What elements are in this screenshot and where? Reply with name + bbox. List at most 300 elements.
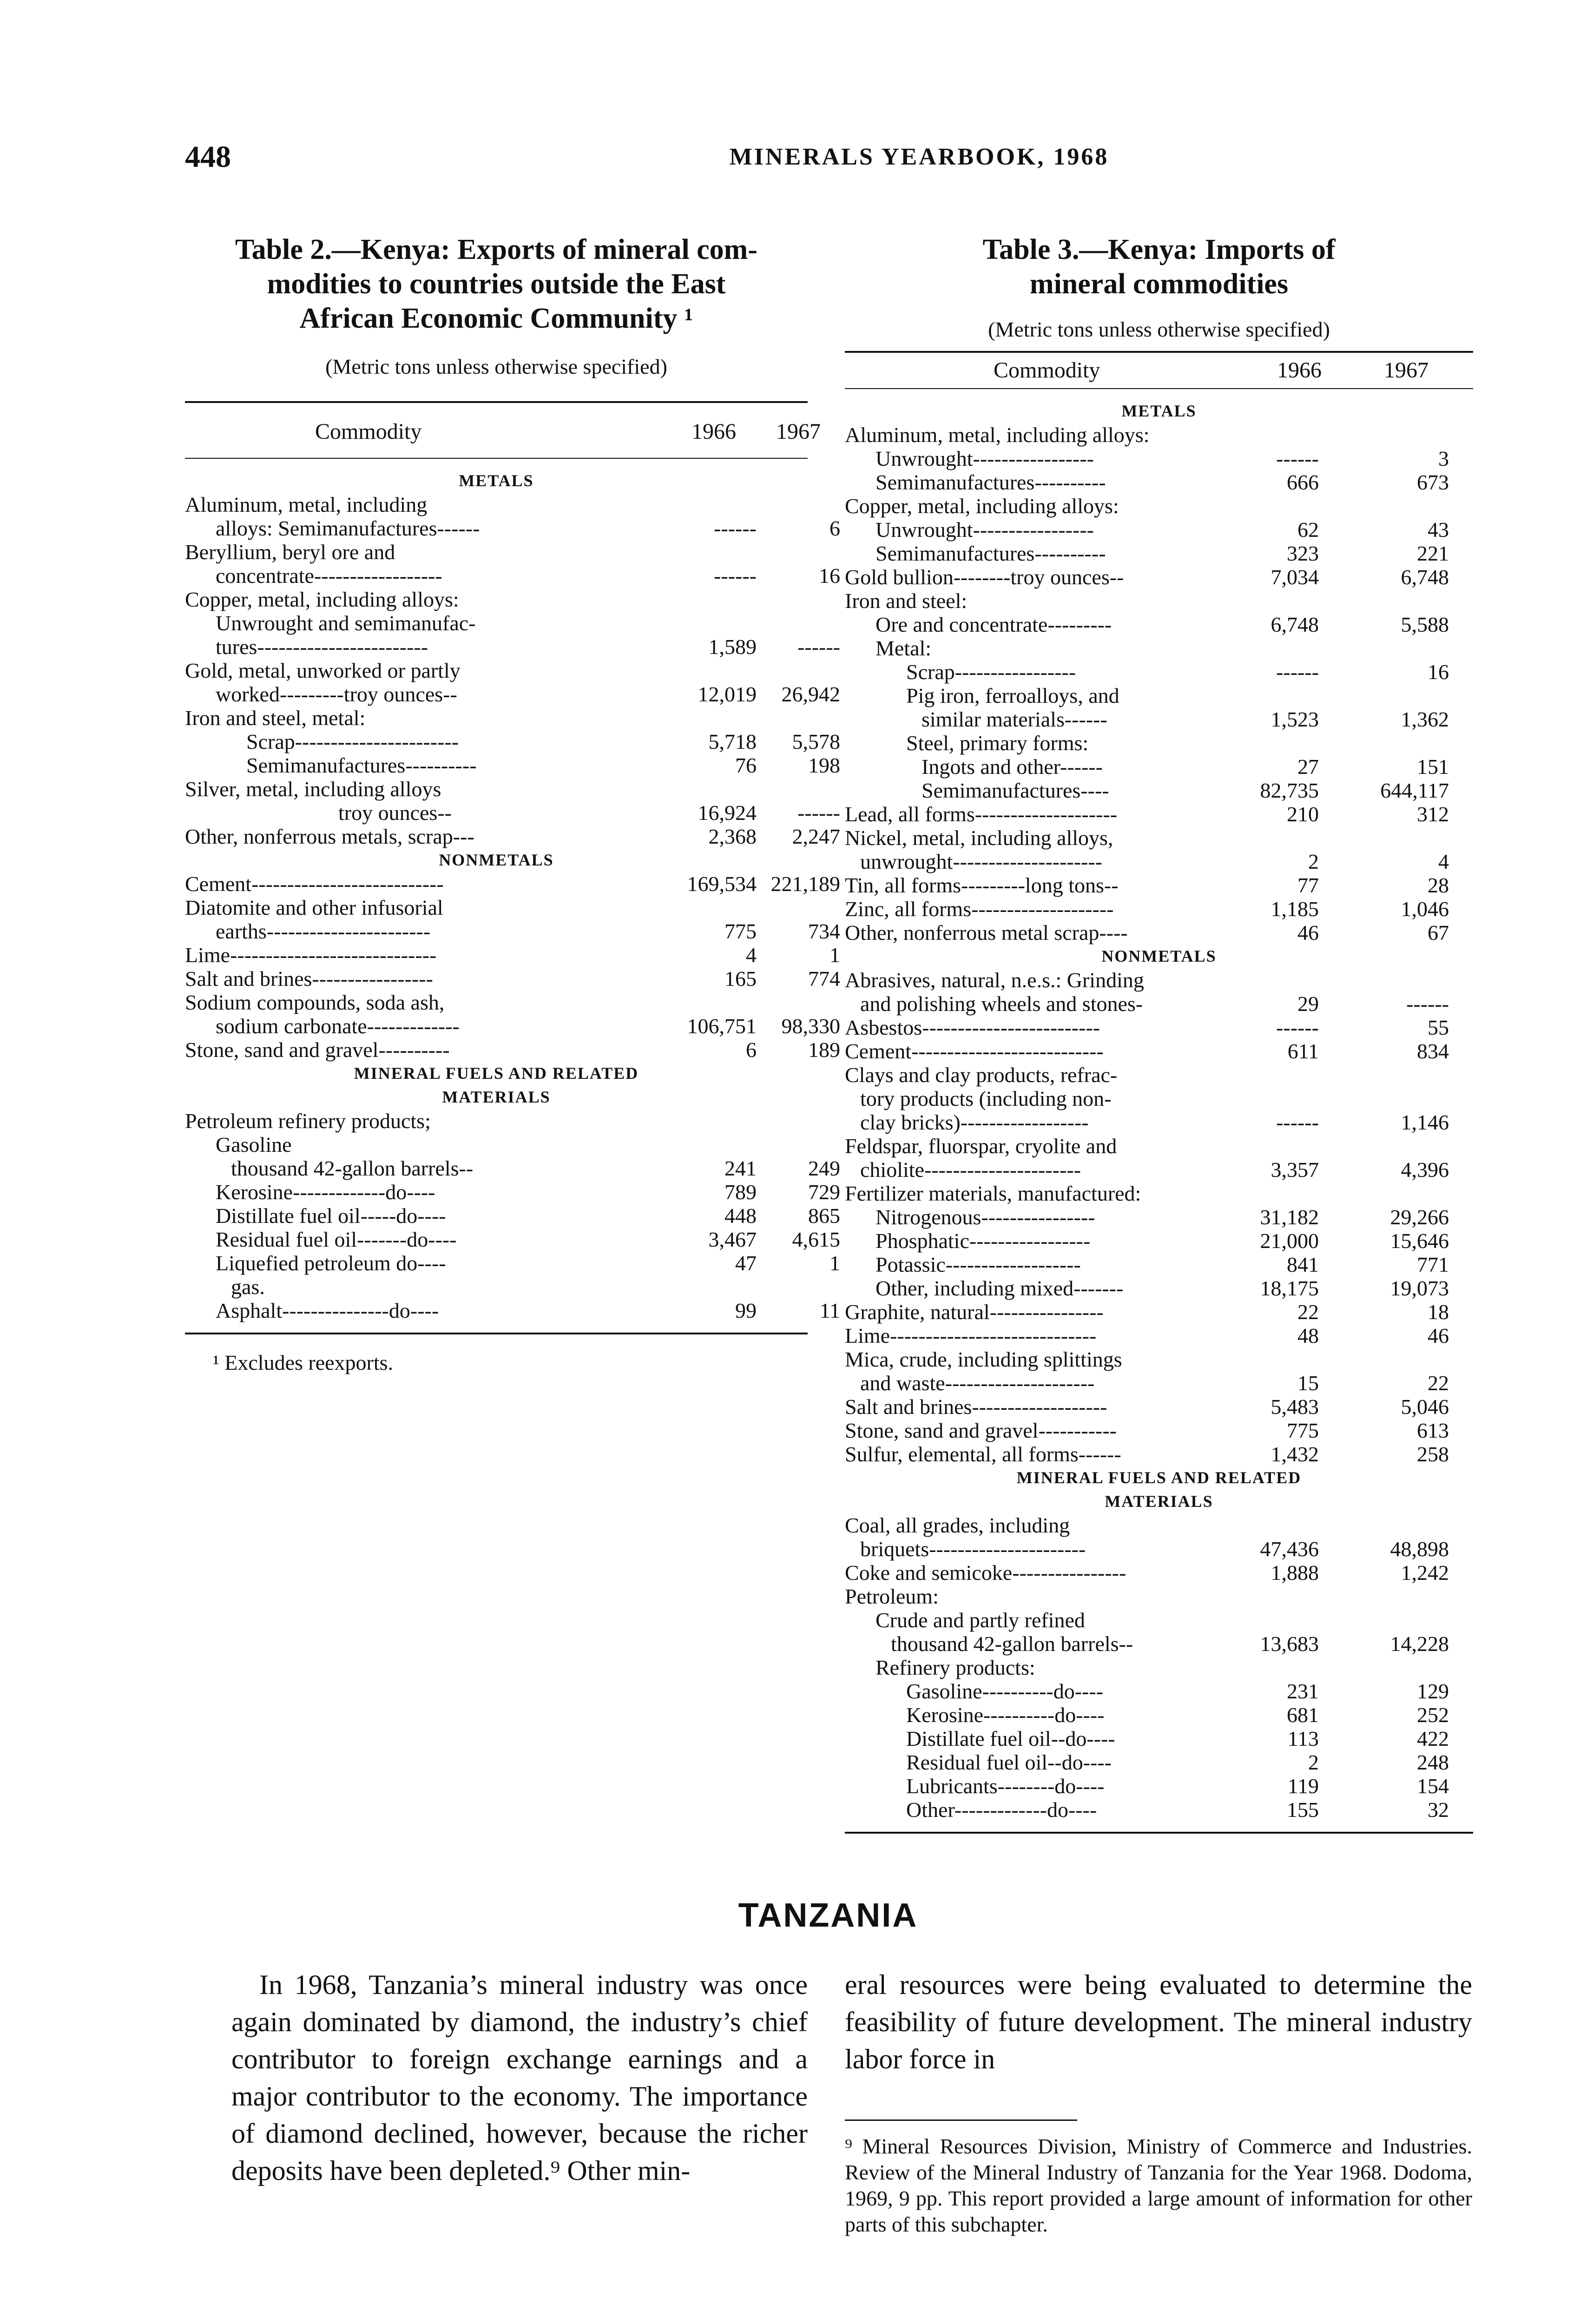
row-label: Other, nonferrous metals, scrap--- [185, 825, 474, 848]
table-row [845, 1016, 1473, 1039]
table-row [185, 990, 808, 1014]
row-label: Scrap----------------- [906, 660, 1076, 684]
caption-line: Table 2.—Kenya: Exports of mineral com- [235, 234, 757, 265]
table-row [185, 777, 808, 801]
value-1966: 119 [1287, 1774, 1319, 1798]
value-1966: 106,751 [687, 1014, 757, 1038]
row-label: Sulfur, elemental, all forms------ [845, 1442, 1121, 1466]
row-label: Liquefied petroleum do---- [216, 1251, 446, 1275]
row-label: Potassic------------------- [876, 1253, 1081, 1276]
table-row [185, 1038, 840, 1062]
table-row [845, 826, 1473, 850]
value-1967: 249 [808, 1156, 840, 1180]
value-1966: 681 [1287, 1703, 1319, 1727]
value-1967: 1 [830, 943, 840, 967]
table-row [185, 493, 808, 516]
value-1966: 1,185 [1271, 897, 1319, 921]
section-heading-row [185, 469, 808, 493]
table-row [845, 873, 1473, 897]
row-label: Kerosine----------do---- [906, 1703, 1105, 1727]
table-row [845, 921, 1473, 944]
section-heading-row [845, 944, 1473, 968]
section-heading-row [185, 1085, 808, 1109]
table-row [845, 470, 1473, 494]
table-row [845, 1324, 1473, 1347]
value-1967: 774 [808, 967, 840, 990]
column-header-1967: 1967 [1384, 358, 1429, 383]
row-label: Gold bullion--------troy ounces-- [845, 565, 1124, 589]
value-1967: 865 [808, 1204, 840, 1228]
row-label: and waste--------------------- [860, 1371, 1095, 1395]
table-row [185, 1133, 808, 1156]
value-1966: 611 [1287, 1039, 1319, 1063]
caption-line: African Economic Community ¹ [299, 303, 693, 334]
table-row [185, 967, 840, 990]
value-1966: 12,019 [698, 682, 757, 706]
table-row [185, 635, 840, 659]
row-label: Other, nonferrous metal scrap---- [845, 921, 1128, 944]
table-row [185, 1014, 840, 1038]
value-1966: 165 [724, 967, 757, 990]
value-1967: 5,046 [1401, 1395, 1449, 1419]
row-label: alloys: Semimanufactures------ [216, 516, 480, 540]
value-1967: 26,942 [781, 682, 840, 706]
table-row [845, 565, 1473, 589]
value-1967: 29,266 [1390, 1205, 1449, 1229]
row-label: MATERIALS [442, 1088, 551, 1106]
section-title: TANZANIA [738, 1897, 918, 1934]
table-2 [185, 232, 840, 1375]
value-1966: 99 [735, 1299, 757, 1322]
row-label: Mica, crude, including splittings [845, 1347, 1122, 1371]
value-1967: 55 [1428, 1016, 1449, 1039]
table-rule [185, 1333, 808, 1334]
table-row [185, 564, 840, 588]
table-3-column-header [845, 353, 1473, 388]
table-row [845, 1087, 1473, 1110]
table-row [845, 494, 1473, 518]
value-1966: 47,436 [1260, 1537, 1319, 1561]
section-heading-row [185, 848, 808, 872]
table-row [185, 588, 808, 611]
table-row [845, 1727, 1473, 1750]
row-label: tory products (including non- [860, 1087, 1112, 1110]
value-1967: 4 [1438, 850, 1449, 873]
value-1966: 4 [746, 943, 757, 967]
table-row [845, 1371, 1473, 1395]
row-label: Residual fuel oil--do---- [906, 1750, 1112, 1774]
row-label: Petroleum: [845, 1585, 939, 1608]
row-label: Lime----------------------------- [845, 1324, 1097, 1347]
row-label: Coke and semicoke---------------- [845, 1561, 1126, 1585]
table-row [185, 1180, 840, 1204]
row-label: Lubricants--------do---- [906, 1774, 1105, 1798]
row-label: Clays and clay products, refrac- [845, 1063, 1118, 1087]
value-1967: 1,146 [1401, 1110, 1449, 1134]
table-row [845, 1063, 1473, 1087]
running-title: MINERALS YEARBOOK, 1968 [729, 144, 1109, 170]
table-row [845, 1561, 1473, 1585]
value-1966: 155 [1287, 1798, 1319, 1822]
body-text-column-1: In 1968, Tanzania’s mineral industry was once again dominated by diamond, the industry’s chief contributor to foreign exchange earnings and a major contributor to the economy. The importance of diamond declined, however, because the richer deposits have been depleted.⁹ Other min- [231, 1969, 808, 2186]
table-2-footnote: ¹ Excludes reexports. [213, 1351, 394, 1374]
value-1966: 31,182 [1260, 1205, 1319, 1229]
value-1966: 448 [724, 1204, 757, 1228]
value-1966: 2,368 [708, 825, 757, 848]
table-row [845, 613, 1473, 636]
row-label: Gasoline----------do---- [906, 1679, 1103, 1703]
caption-line: Table 3.—Kenya: Imports of [982, 234, 1336, 265]
row-label: Lead, all forms-------------------- [845, 802, 1118, 826]
value-1967: 19,073 [1390, 1276, 1449, 1300]
value-1966: 210 [1287, 802, 1319, 826]
row-label: NONMETALS [1101, 947, 1217, 965]
value-1966: 775 [724, 919, 757, 943]
section-heading-row [845, 1490, 1473, 1513]
value-1967: 28 [1428, 873, 1449, 897]
table-row [845, 1750, 1473, 1774]
value-1966: 169,534 [687, 872, 757, 896]
row-label: Petroleum refinery products; [185, 1109, 431, 1133]
table-row [845, 731, 1473, 755]
row-label: MATERIALS [1105, 1492, 1213, 1511]
value-1966: 323 [1287, 541, 1319, 565]
column-header-1966: 1966 [1277, 358, 1322, 383]
table-row [845, 1253, 1473, 1276]
row-label: Steel, primary forms: [906, 731, 1089, 755]
table-row [845, 1656, 1473, 1679]
table-row [185, 682, 840, 706]
row-label: Refinery products: [876, 1656, 1035, 1679]
row-label: Other-------------do---- [906, 1798, 1097, 1822]
table-2-subtitle: (Metric tons unless otherwise specified) [325, 355, 667, 378]
caption-line: mineral commodities [1029, 268, 1289, 300]
row-label: Silver, metal, including alloys [185, 777, 441, 801]
value-1966: ------ [1276, 1016, 1319, 1039]
row-label: MINERAL FUELS AND RELATED [354, 1064, 639, 1083]
value-1967: 2,247 [792, 825, 840, 848]
row-label: Stone, sand and gravel----------- [845, 1419, 1117, 1442]
table-row [845, 1300, 1473, 1324]
table-row [185, 753, 840, 777]
table-row [845, 755, 1473, 779]
value-1966: 22 [1297, 1300, 1319, 1324]
value-1967: 5,588 [1401, 613, 1449, 636]
table-row [845, 1679, 1473, 1703]
table-rule [845, 1832, 1473, 1834]
row-label: Gasoline [216, 1133, 292, 1156]
value-1966: ------ [1276, 660, 1319, 684]
column-header-1967: 1967 [776, 419, 821, 444]
table-2-column-header [185, 403, 821, 458]
row-label: Unwrought----------------- [876, 447, 1094, 470]
value-1967: 729 [808, 1180, 840, 1204]
row-label: Nitrogenous---------------- [876, 1205, 1095, 1229]
row-label: NONMETALS [439, 851, 554, 869]
row-label: Fertilizer materials, manufactured: [845, 1182, 1141, 1205]
table-row [845, 897, 1473, 921]
row-label: Residual fuel oil-------do---- [216, 1228, 457, 1251]
table-row [845, 968, 1473, 992]
value-1966: 15 [1297, 1371, 1319, 1395]
row-label: unwrought--------------------- [860, 850, 1103, 873]
row-label: Iron and steel: [845, 589, 968, 613]
table-row [845, 1608, 1473, 1632]
value-1967: ------ [797, 801, 840, 825]
row-label: Tin, all forms---------long tons-- [845, 873, 1119, 897]
table-row [185, 919, 840, 943]
value-1966: ------ [714, 516, 757, 540]
table-row [845, 1205, 1473, 1229]
value-1966: 3,467 [708, 1228, 757, 1251]
row-label: clay bricks)------------------ [860, 1110, 1089, 1134]
table-row [845, 707, 1473, 731]
value-1966: 241 [724, 1156, 757, 1180]
value-1966: ------ [1276, 447, 1319, 470]
value-1966: 21,000 [1260, 1229, 1319, 1253]
row-label: Aluminum, metal, including alloys: [845, 423, 1150, 447]
row-label: Stone, sand and gravel---------- [185, 1038, 450, 1062]
table-row [845, 1395, 1473, 1419]
row-label: Beryllium, beryl ore and [185, 540, 395, 564]
table-row [185, 611, 808, 635]
table-row [185, 1109, 808, 1133]
row-label: and polishing wheels and stones- [860, 992, 1143, 1016]
value-1967: 1,242 [1401, 1561, 1449, 1585]
table-row [845, 779, 1473, 802]
column-header-commodity: Commodity [994, 358, 1100, 383]
value-1967: 258 [1417, 1442, 1449, 1466]
value-1966: 789 [724, 1180, 757, 1204]
row-label: concentrate------------------ [216, 564, 442, 588]
table-3-body [845, 389, 1473, 1832]
table-row [845, 1585, 1473, 1608]
table-2-body [185, 459, 840, 1333]
table-row [185, 825, 840, 848]
table-row [845, 1134, 1473, 1158]
table-row [185, 540, 808, 564]
value-1966: 18,175 [1260, 1276, 1319, 1300]
value-1967: 11 [819, 1299, 840, 1322]
value-1966: 48 [1297, 1324, 1319, 1347]
row-label: Semimanufactures---------- [876, 541, 1106, 565]
value-1967: 48,898 [1390, 1537, 1449, 1561]
row-label: chiolite---------------------- [860, 1158, 1081, 1182]
row-label: Metal: [876, 636, 932, 660]
row-label: Salt and brines------------------- [845, 1395, 1107, 1419]
row-label: worked---------troy ounces-- [216, 682, 457, 706]
body-text-column-2: eral resources were being evaluated to determine the feasibility of future development. The mineral industry labor force in [845, 1969, 1472, 2074]
value-1967: 32 [1428, 1798, 1449, 1822]
value-1967: 221 [1417, 541, 1449, 565]
page-number: 448 [185, 140, 231, 174]
value-1967: 312 [1417, 802, 1449, 826]
row-label: Kerosine-------------do---- [216, 1180, 435, 1204]
row-label: Nickel, metal, including alloys, [845, 826, 1113, 850]
value-1966: ------ [714, 564, 757, 588]
table-row [185, 896, 808, 919]
value-1966: ------ [1276, 1110, 1319, 1134]
value-1966: 3,357 [1271, 1158, 1319, 1182]
column-header-commodity: Commodity [315, 419, 422, 444]
row-label: troy ounces-- [338, 801, 452, 825]
value-1966: 841 [1287, 1253, 1319, 1276]
row-label: Unwrought----------------- [876, 518, 1094, 541]
value-1967: 613 [1417, 1419, 1449, 1442]
value-1967: 673 [1417, 470, 1449, 494]
row-label: Distillate fuel oil-----do---- [216, 1204, 446, 1228]
section-heading-row [845, 1466, 1473, 1490]
row-label: Distillate fuel oil--do---- [906, 1727, 1115, 1750]
table-3-subtitle: (Metric tons unless otherwise specified) [988, 317, 1330, 341]
table-row [845, 1229, 1473, 1253]
table-row [845, 1182, 1473, 1205]
value-1967: 189 [808, 1038, 840, 1062]
value-1967: ------ [1406, 992, 1449, 1016]
row-label: Ore and concentrate--------- [876, 613, 1112, 636]
row-label: Semimanufactures---------- [246, 753, 477, 777]
value-1967: 154 [1417, 1774, 1449, 1798]
table-row [845, 1276, 1473, 1300]
row-label: Sodium compounds, soda ash, [185, 990, 445, 1014]
value-1967: 4,615 [792, 1228, 840, 1251]
row-label: Other, including mixed------- [876, 1276, 1124, 1300]
table-row [845, 541, 1473, 565]
row-label: Crude and partly refined [876, 1608, 1085, 1632]
value-1967: 16 [1428, 660, 1449, 684]
table-row [845, 850, 1473, 873]
value-1966: 62 [1297, 518, 1319, 541]
row-label: Salt and brines----------------- [185, 967, 433, 990]
row-label: Gold, metal, unworked or partly [185, 659, 461, 682]
table-row [845, 1347, 1473, 1371]
value-1967: 248 [1417, 1750, 1449, 1774]
row-label: Ingots and other------ [922, 755, 1103, 779]
value-1966: 29 [1297, 992, 1319, 1016]
value-1966: 1,432 [1271, 1442, 1319, 1466]
table-row [845, 423, 1473, 447]
table-row [845, 1442, 1473, 1466]
row-label: Scrap----------------------- [246, 730, 459, 753]
value-1966: 7,034 [1271, 565, 1319, 589]
table-row [845, 589, 1473, 613]
value-1967: 734 [808, 919, 840, 943]
value-1967: 43 [1428, 518, 1449, 541]
value-1966: 2 [1308, 850, 1319, 873]
table-row [845, 1798, 1473, 1822]
value-1966: 231 [1287, 1679, 1319, 1703]
table-row [185, 1299, 840, 1322]
value-1966: 1,888 [1271, 1561, 1319, 1585]
table-row [185, 1156, 840, 1180]
value-1967: 6,748 [1401, 565, 1449, 589]
table-row [185, 1204, 840, 1228]
table-row [185, 1228, 840, 1251]
row-label: sodium carbonate------------- [216, 1014, 460, 1038]
table-row [185, 659, 808, 682]
table-row [845, 636, 1473, 660]
row-label: thousand 42-gallon barrels-- [231, 1156, 474, 1180]
value-1966: 6,748 [1271, 613, 1319, 636]
value-1966: 27 [1297, 755, 1319, 779]
table-row [185, 1251, 840, 1275]
caption-line: modities to countries outside the East [267, 268, 726, 300]
value-1967: 16 [819, 564, 840, 588]
table-row [185, 730, 840, 753]
value-1967: 771 [1417, 1253, 1449, 1276]
row-label: Graphite, natural---------------- [845, 1300, 1104, 1324]
value-1967: 5,578 [792, 730, 840, 753]
value-1967: 252 [1417, 1703, 1449, 1727]
row-label: Diatomite and other infusorial [185, 896, 443, 919]
table-row [185, 1275, 808, 1299]
row-label: Copper, metal, including alloys: [185, 588, 459, 611]
value-1967: 18 [1428, 1300, 1449, 1324]
table-row [845, 992, 1473, 1016]
section-heading-row [185, 1062, 808, 1085]
table-row [845, 447, 1473, 470]
table-row [845, 1419, 1473, 1442]
value-1966: 6 [746, 1038, 757, 1062]
table-row [185, 706, 808, 730]
value-1966: 77 [1297, 873, 1319, 897]
row-label: Semimanufactures---------- [876, 470, 1106, 494]
row-label: Zinc, all forms-------------------- [845, 897, 1114, 921]
value-1966: 5,483 [1271, 1395, 1319, 1419]
value-1966: 1,589 [708, 635, 757, 659]
row-label: tures------------------------ [216, 635, 428, 659]
value-1967: 644,117 [1380, 779, 1449, 802]
value-1967: 4,396 [1401, 1158, 1449, 1182]
table-2-caption [185, 232, 808, 336]
row-label: Aluminum, metal, including [185, 493, 428, 516]
section-heading-row [845, 399, 1473, 423]
value-1966: 46 [1297, 921, 1319, 944]
row-label: similar materials------ [922, 707, 1107, 731]
table-row [845, 802, 1473, 826]
value-1966: 76 [735, 753, 757, 777]
value-1967: 1,362 [1401, 707, 1449, 731]
value-1966: 2 [1308, 1750, 1319, 1774]
table-row [845, 1158, 1473, 1182]
value-1966: 1,523 [1271, 707, 1319, 731]
row-label: Lime----------------------------- [185, 943, 437, 967]
value-1966: 113 [1287, 1727, 1319, 1750]
table-3 [845, 232, 1473, 1834]
value-1966: 82,735 [1260, 779, 1319, 802]
value-1967: 22 [1428, 1371, 1449, 1395]
value-1966: 5,718 [708, 730, 757, 753]
value-1967: 151 [1417, 755, 1449, 779]
value-1967: 834 [1417, 1039, 1449, 1063]
row-label: thousand 42-gallon barrels-- [891, 1632, 1133, 1656]
row-label: Feldspar, fluorspar, cryolite and [845, 1134, 1117, 1158]
row-label: Semimanufactures---- [922, 779, 1109, 802]
table-row [845, 1513, 1473, 1537]
row-label: METALS [1121, 402, 1197, 420]
row-label: Phosphatic----------------- [876, 1229, 1091, 1253]
section-footnote: ⁹ Mineral Resources Division, Ministry of Commerce and Industries. Review of the Mineral Industry of Tanzania for the Year 1968. Dodoma, 1969, 9 pp. This report provided a large amount of information for other parts of this subchapter. [845, 2134, 1472, 2236]
table-row [845, 684, 1473, 707]
value-1966: 13,683 [1260, 1632, 1319, 1656]
value-1966: 775 [1287, 1419, 1319, 1442]
row-label: Asphalt---------------do---- [216, 1299, 439, 1322]
column-header-1966: 1966 [691, 419, 736, 444]
value-1967: 46 [1428, 1324, 1449, 1347]
value-1967: 15,646 [1390, 1229, 1449, 1253]
value-1967: 3 [1438, 447, 1449, 470]
table-row [845, 1774, 1473, 1798]
